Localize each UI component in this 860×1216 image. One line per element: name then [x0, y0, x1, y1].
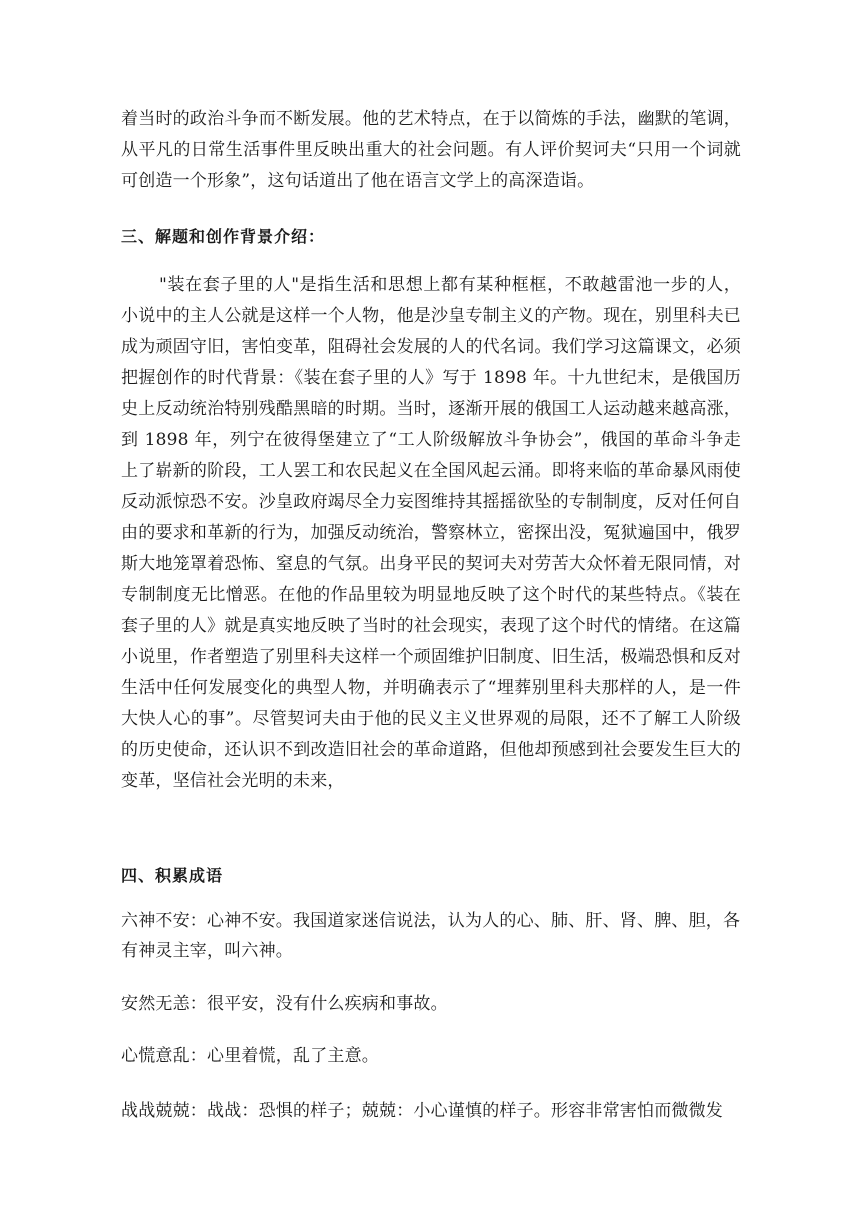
paragraph-background: "装在套子里的人"是指生活和思想上都有某种框框，不敢越雷池一步的人，小说中的主人公就是这样一个人物，他是沙皇专制主义的产物。现在，别里科夫已成为顽固守旧，害怕变革，阻碍社会发展的人的代名词。我们学习这篇课文，必须把握创作的时代背景：《装在套子里的人》写于 1898 年。十九世纪末，是俄国历史上反动统治特别残酷黑暗的时期。当时，逐渐开展的俄国工人运动越来越高涨，到 1898 年，列宁在彼得堡建立了“工人阶级解放斗争协会”，俄国的革命斗争走上了崭新的阶段，工人罢工和农民起义在全国风起云涌。即将来临的革命暴风雨使反动派惊恐不安。沙皇政府竭尽全力妄图维持其摇摇欲坠的专制制度，反对任何自由的要求和革新的行为，加强反动统治，警察林立，密探出没，冤狱遍国中，俄罗斯大地笼罩着恐怖、窒息的气氛。出身平民的契诃夫对劳苦大众怀着无限同情，对专制制度无比憎恶。在他的作品里较为明显地反映了这个时代的某些特点。《装在套子里的人》就是真实地反映了当时的社会现实，表现了这个时代的情绪。在这篇小说里，作者塑造了别里科夫这样一个顽固维护旧制度、旧生活，极端恐惧和反对生活中任何发展变化的典型人物，并明确表示了“埋葬别里科夫那样的人，是一件大快人心的事”。尽管契诃夫由于他的民义主义世界观的局限，还不了解工人阶级的历史使命，还认识不到改造旧社会的革命道路，但他却预感到社会要发生巨大的变革，坚信社会光明的未来， [121, 275, 741, 791]
paragraph-continuation: 着当时的政治斗争而不断发展。他的艺术特点，在于以简炼的手法，幽默的笔调，从平凡的日常生活事件里反映出重大的社会问题。有人评价契诃夫“只用一个词就可创造一个形象”，这句话道出了他在语言文学上的高深造诣。 [121, 109, 741, 191]
idiom-entry: 安然无恙：很平安，没有什么疾病和事故。 [121, 994, 448, 1014]
idiom-entry: 心慌意乱：心里着慌，乱了主意。 [121, 1046, 379, 1066]
section-heading-background: 三、解题和创作背景介绍： [121, 227, 326, 246]
idiom-entry: 六神不安：心神不安。我国道家迷信说法，认为人的心、肺、肝、肾、脾、胆，各有神灵主宰，叫六神。 [121, 911, 741, 961]
idiom-entry: 战战兢兢：战战：恐惧的样子；兢兢：小心谨慎的样子。形容非常害怕而微微发 [121, 1101, 723, 1121]
section-heading-idioms: 四、积累成语 [121, 866, 224, 885]
